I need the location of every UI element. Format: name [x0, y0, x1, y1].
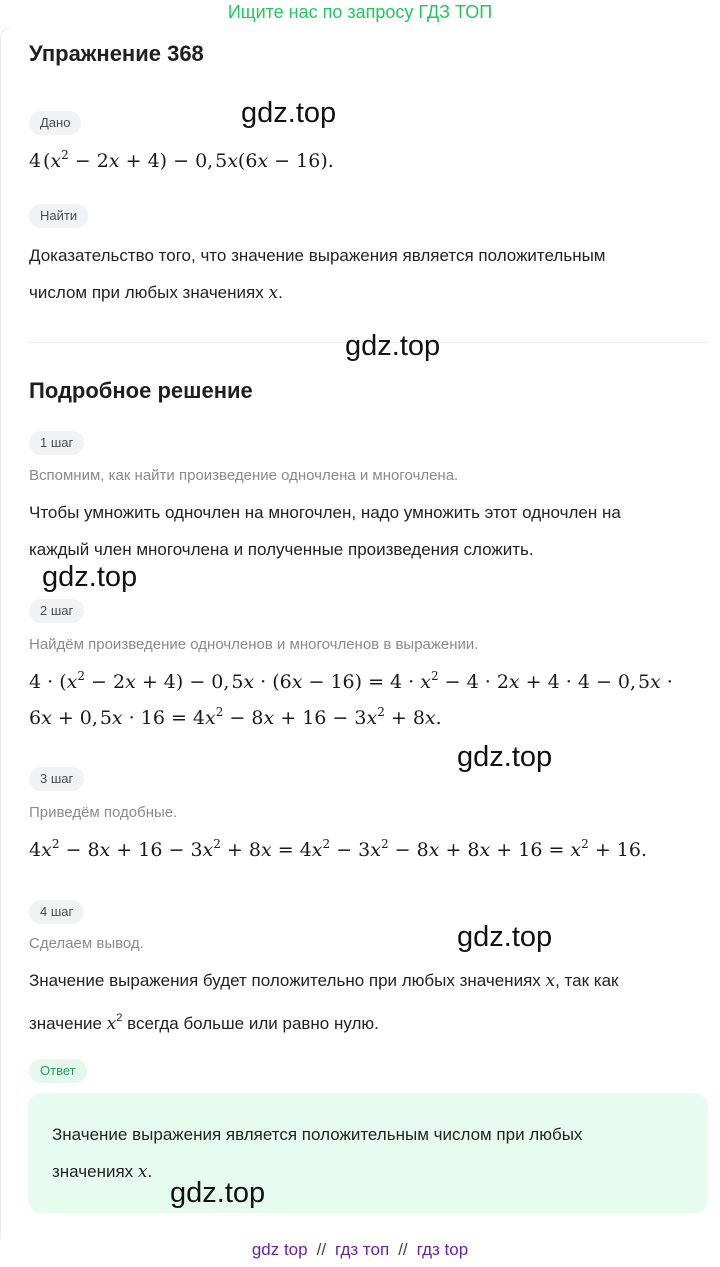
answer-badge: Ответ: [29, 1059, 87, 1083]
step-3-hint: Приведём подобные.: [29, 804, 178, 821]
step-2-expression-line2: 6x + 0, $5x \cdot 16 = 4x^2 - 8x + 16 - 3x^2 + 8x$.: [29, 705, 442, 729]
step-3-badge: 3 шаг: [29, 767, 84, 791]
step-4-text: Значение выражения будет положительно при любых значениях x, так как значение $x^2$ всегда больше или равно нулю.: [29, 971, 619, 1034]
exercise-title: Упражнение 368: [29, 41, 204, 66]
given-expression: 4 $(x^2 - 2x + 4) - 0$, 5x(6x − 16).: [29, 148, 334, 172]
step-2-hint: Найдём произведение одночленов и многочленов в выражении.: [29, 636, 479, 653]
step-1-badge: 1 шаг: [29, 431, 84, 455]
watermark: gdz.top: [241, 97, 337, 129]
step-4-badge: 4 шаг: [29, 900, 84, 924]
find-badge: Найти: [29, 204, 88, 228]
given-badge: Дано: [29, 111, 81, 135]
step-1-text: Чтобы умножить одночлен на многочлен, надо умножить этот одночлен на каждый член многочлена и полученные произведения сложить.: [29, 503, 621, 559]
watermark: gdz.top: [170, 1177, 266, 1209]
step-1-hint: Вспомним, как найти произведение одночлена и многочлена.: [29, 467, 459, 484]
watermark: gdz.top: [457, 921, 553, 953]
step-3-expression: $4x^2 - 8x + 16 - 3x^2 + 8x = 4x^2 - 3x^2 - 8x + 8x + 16 = x^2 + 16$.: [29, 837, 647, 861]
search-banner: Ищите нас по запросу ГДЗ ТОП: [227, 2, 493, 22]
watermark: gdz.top: [457, 741, 553, 773]
footer-link-gdz-top[interactable]: gdz top: [251, 1240, 308, 1259]
footer-link-gdz-top-mixed[interactable]: гдз top: [416, 1240, 469, 1259]
footer-separator: //: [398, 1240, 408, 1259]
footer-links: [0, 1240, 720, 1260]
step-4-hint: Сделаем вывод.: [29, 935, 144, 952]
footer-link-gdz-top-ru[interactable]: гдз топ: [335, 1240, 390, 1259]
answer-text: Значение выражения является положительным числом при любых значениях x.: [52, 1125, 583, 1182]
footer-separator: //: [316, 1240, 327, 1259]
find-text: Доказательство того, что значение выражения является положительным числом при любых значениях x.: [29, 246, 606, 303]
solution-title: Подробное решение: [29, 378, 253, 403]
step-2-badge: 2 шаг: [29, 599, 84, 623]
card-edge: [0, 28, 9, 1239]
watermark: gdz.top: [345, 330, 441, 362]
watermark: gdz.top: [42, 561, 138, 593]
step-2-expression-line1: $4 \cdot (x^2 - 2x + 4) - 0$, $5x \cdot (6x - 16) = 4 \cdot x^2 - 4 \cdot 2x + 4 \cdot 4 - 0$, 5x ·: [29, 669, 673, 693]
